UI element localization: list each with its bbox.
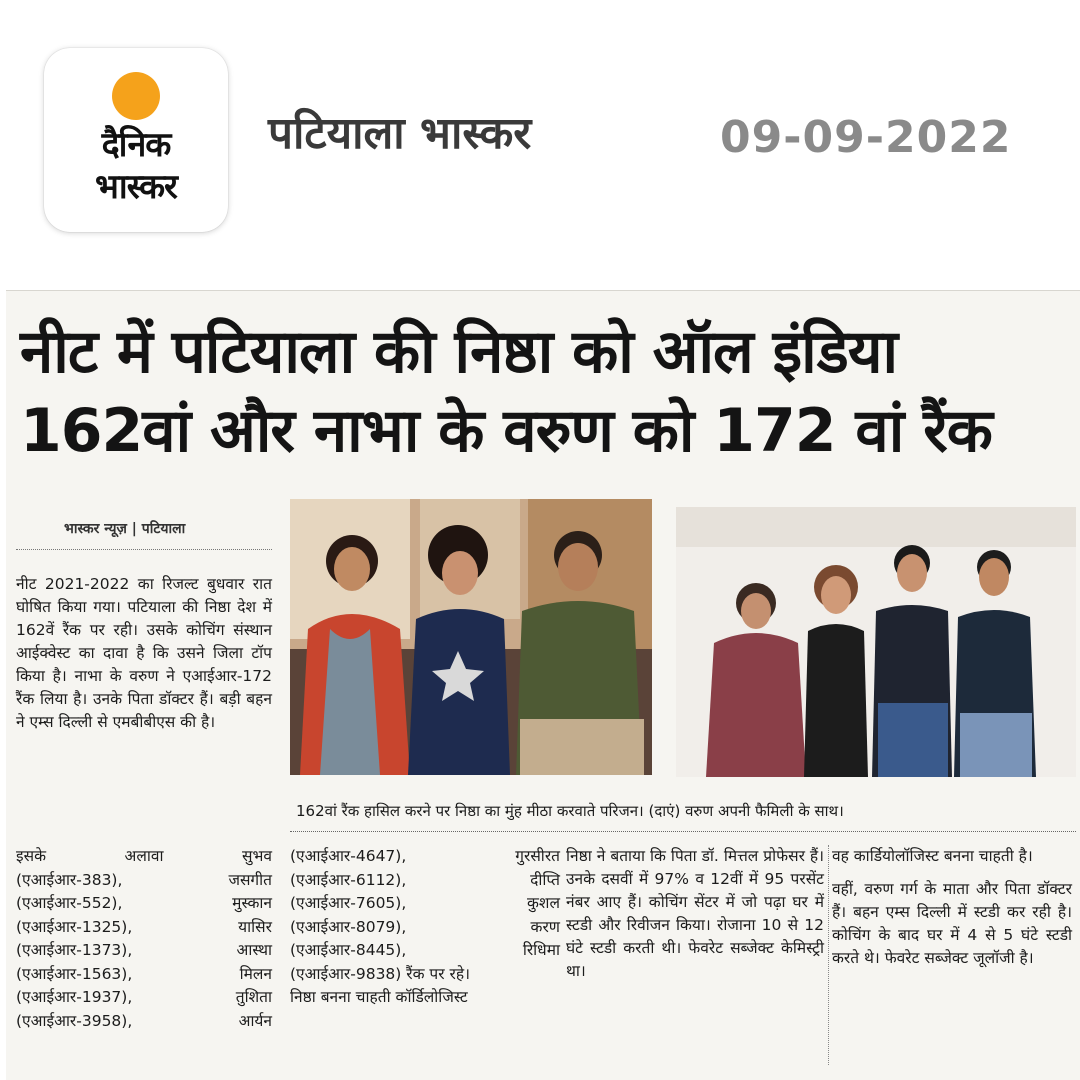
student-name: आर्यन [238,1011,272,1030]
article-column-4 [832,845,1072,970]
rank-value: (एआईआर-8445), [290,941,407,959]
student-name: जसगीत [228,870,272,889]
rank-value: (एआईआर-1325), [16,917,133,936]
rank-value: (एआईआर-4647), [290,847,407,865]
list-intro-word-3: सुभव [242,847,272,865]
student-name: मिलन [239,964,272,983]
list-intro-row [16,845,272,869]
list-item [290,939,560,963]
newspaper-clipping [6,290,1080,1080]
list-item [290,963,560,987]
article-column-3 [566,845,824,983]
list-item [16,916,272,940]
edition-name: पटियाला भास्कर [268,108,532,159]
rank-list-column-2 [290,845,560,1010]
list-intro-word-1: इसके [16,847,46,865]
photo-varun-family-illustration [676,507,1076,777]
rank-value: (एआईआर-552), [16,894,123,912]
list-item [290,892,560,916]
nishtha-paragraph: निष्ठा ने बताया कि पिता डॉ. मित्तल प्रोफेसर हैं। उनके दसवीं में 97% व 12वीं में 95 परसेंट नंबर आए हैं। कोचिंग सेंटर में जो पढ़ा घर में स्टडी और रिवीजन किया। रोजाना 10 से 12 घंटे स्टडी करती थी। फेवरेट सब्जेक्ट केमिस्ट्री था। [566,847,824,980]
list-intro-word-2: अलावा [124,847,164,865]
student-name: रिधिमा [522,941,560,959]
list-item [16,869,272,893]
rank-value: (एआईआर-9838) रैंक पर रहे। [290,964,470,983]
subheading-nishtha: निष्ठा बनना चाहती कॉर्डिलोजिस्ट [290,988,468,1006]
publication-date: 09-09-2022 [720,112,1012,163]
list-item [290,869,560,893]
rank-value: (एआईआर-383), [16,870,123,889]
article-intro [16,573,272,734]
list-item [290,845,560,869]
student-name: करण [530,917,560,936]
rank-list-column-1 [16,845,272,1033]
photo-nishtha-family-illustration [290,499,652,775]
list-item [16,1010,272,1034]
photo-nishtha-family [290,499,652,775]
article-headline [20,313,1060,471]
caption-divider [290,831,1076,832]
logo-text-line2: भास्कर [95,167,177,207]
rank-value: (एआईआर-1373), [16,941,133,959]
list-item [16,963,272,987]
student-name: आस्था [236,941,272,959]
student-name: कुशल [527,894,560,912]
cardiologist-line: वह कार्डियोलॉजिस्ट बनना चाहती है। [832,847,1033,865]
byline-divider [16,549,272,550]
column-divider [828,845,829,1065]
intro-paragraph: नीट 2021-2022 का रिजल्ट बुधवार रात घोषित किया गया। पटियाला की निष्ठा देश में 162वें रैंक पर रही। उसके कोचिंग संस्थान आईक्वेस्ट का दावा है कि उसने जिला टॉप किया है। नाभा के वरुण ने एआईआर-172 रैंक लिया है। उनके पिता डॉक्टर हैं। बड़ी बहन ने एम्स दिल्ली से एमबीबीएस की है। [16,575,272,731]
varun-paragraph: वहीं, वरुण गर्ग के माता और पिता डॉक्टर हैं। बहन एम्स दिल्ली में स्टडी कर रही है। कोचिंग के बाद घर में 4 से 5 घंटे स्टडी करते थे। फेवरेट सब्जेक्ट जूलॉजी है। [832,880,1072,967]
rank-value: (एआईआर-3958), [16,1011,133,1030]
student-name: दीप्ति [530,870,560,889]
student-name: यासिर [238,917,272,936]
article-byline: भास्कर न्यूज़ | पटियाला [64,521,186,537]
list-item [16,986,272,1010]
list-item [16,939,272,963]
dainik-bhaskar-logo [44,48,228,232]
logo-text-line1: दैनिक [101,125,171,165]
list-item [16,892,272,916]
rank-value: (एआईआर-8079), [290,917,407,936]
logo-sun-icon [112,72,160,120]
student-name: मुस्कान [232,894,272,912]
headline-line-2: 162वां और नाभा के वरुण को 172 वां रैंक [20,396,992,467]
photo-caption: 162वां रैंक हासिल करने पर निष्ठा का मुंह मीठा करवाते परिजन। (दाएं) वरुण अपनी फैमिली के साथ। [296,802,844,820]
photo-varun-family [676,507,1076,777]
student-name: गुरसीरत [515,847,560,865]
rank-value: (एआईआर-1563), [16,964,133,983]
rank-value: (एआईआर-6112), [290,870,407,889]
headline-line-1: नीट में पटियाला की निष्ठा को ऑल इंडिया [20,317,898,387]
list-item [290,916,560,940]
student-name: तुशिता [235,988,272,1006]
rank-value: (एआईआर-1937), [16,988,133,1006]
rank-value: (एआईआर-7605), [290,894,407,912]
